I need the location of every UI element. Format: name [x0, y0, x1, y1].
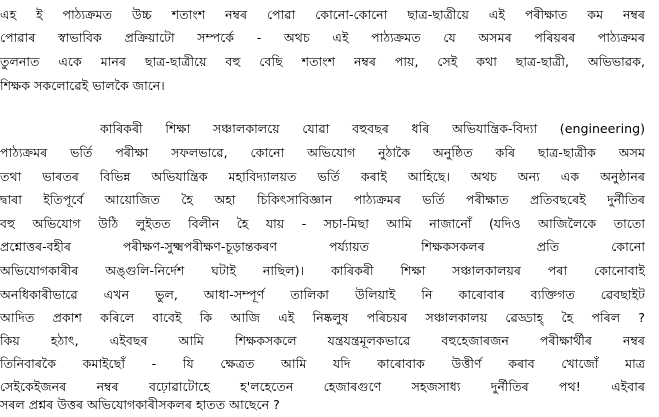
text-line: কিয় হঠাৎ, এইবছৰ আমি শিক্ষকসকলে যন্ত্ৰযন্ত্ৰমূলকভাৱে বহুহেজাৰজন পৰীক্ষাৰ্থীৰ নম্বৰ [0, 333, 645, 348]
text-line: শিক্ষক সকলোৱেই ভালকৈ জানে। [0, 78, 165, 93]
text-line: দ্বাৰা ইতিপূৰ্বে আয়োজিত হৈ অহা চিকিৎসাবিজ্ঞান পাঠ্যক্ৰমৰ ভৰ্তি পৰীক্ষাত প্ৰতিবছৰেই দুৰ্নীতিৰ [0, 192, 645, 207]
text-line: তিনিবাৰকৈ কমাইছোঁ - যি ক্ষেত্ৰত আমি যদি কাৰোবাক উত্তীৰ্ণ কৰাব খোজোঁ মাত্ৰ [0, 356, 645, 371]
text-line: আদিত প্ৰকাশ কৰিলে বাবেই কি আজি এই নিষ্কলুষ পৰিচয়ৰ সঞ্চালকালয় ৱেড্ডাহ্ হৈ পৰিল ? [0, 310, 645, 325]
text-line: বহু অভিযোগ উঠি লুইতত বিলীন হৈ যায় - সচা-মিছা আমি নাজানোঁ (যদিও আজিলৈকে তাতো [0, 216, 645, 231]
text-line: তুলনাত একে মানৰ ছাত্ৰ-ছাত্ৰীয়ে বহু বেছি শতাংশ নম্বৰ পায়, সেই কথা ছাত্ৰ-ছাত্ৰী, অভিভাৱক, [0, 54, 645, 69]
text-line: অভিযোগকাৰীৰ অঙ্গুলি-নিৰ্দেশ ঘটাই নাছিল)। কাৰিকৰী শিক্ষা সঞ্চালকালয়ৰ পৰা কোনোবাই [0, 263, 645, 278]
text-line: এহ ই পাঠ্যক্ৰমত উচ্চ শতাংশ নম্বৰ পোৱা কোনো-কোনো ছাত্ৰ-ছাত্ৰীয়ে এই পৰীক্ষাত কম নম্বৰ [0, 7, 645, 22]
text-line: অনধিকাৰীভাৱে এখন ভুল, আধা-সম্পূৰ্ণ তালিকা উলিয়াই নি কাৰোবাৰ ব্যক্তিগত ৱেবছাইট [0, 287, 645, 302]
text-line: তথা ভাৰতৰ বিভিন্ন অভিযান্ত্ৰিক মহাবিদ্যালয়ত ভৰ্তি কৰাই আহিছে। অথচ অন্য এক অনুষ্ঠানৰ [0, 169, 645, 184]
text-line: পোৱাৰ স্বাভাবিক প্ৰক্ৰিয়াটো সম্পৰ্কে - অথচ এই পাঠ্যক্ৰমত যে অসমৰ পৰিয়ৰৰ পাঠ্যক্ৰমৰ [0, 30, 645, 45]
text-line: সৰল প্ৰশ্নৰ উত্তৰ অভিযোগকাৰীসকলৰ হাতত আছেনে ? [0, 397, 280, 412]
text-line: কাৰিকৰী শিক্ষা সঞ্চালকালয়ে যোৱা বহুবছৰ ধৰি অভিযান্ত্ৰিক-বিদ্যা (engineering) [100, 121, 645, 136]
text-line: সেইকেইজনৰ নম্বৰ বঢ়োৱাটোহে হ'লহেতেন হেজাৰগুণে সহজসাধ্য দুৰ্নীতিৰ পথ! এইবাৰ [0, 379, 645, 394]
text-line: প্ৰশ্নোত্তৰ-বহীৰ পৰীক্ষণ-সুক্ষ্মপৰীক্ষণ-চূড়ান্তকৰণ পৰ্য্যায়ত শিক্ষকসকলৰ প্ৰতি কোনো [0, 239, 645, 254]
text-line: পাঠ্যক্ৰমৰ ভৰ্তি পৰীক্ষা সফলভাৱে, কোনো অভিযোগ নুঠাকৈ অনুষ্ঠিত কৰি ছাত্ৰ-ছাত্ৰীক অসম [0, 145, 645, 160]
